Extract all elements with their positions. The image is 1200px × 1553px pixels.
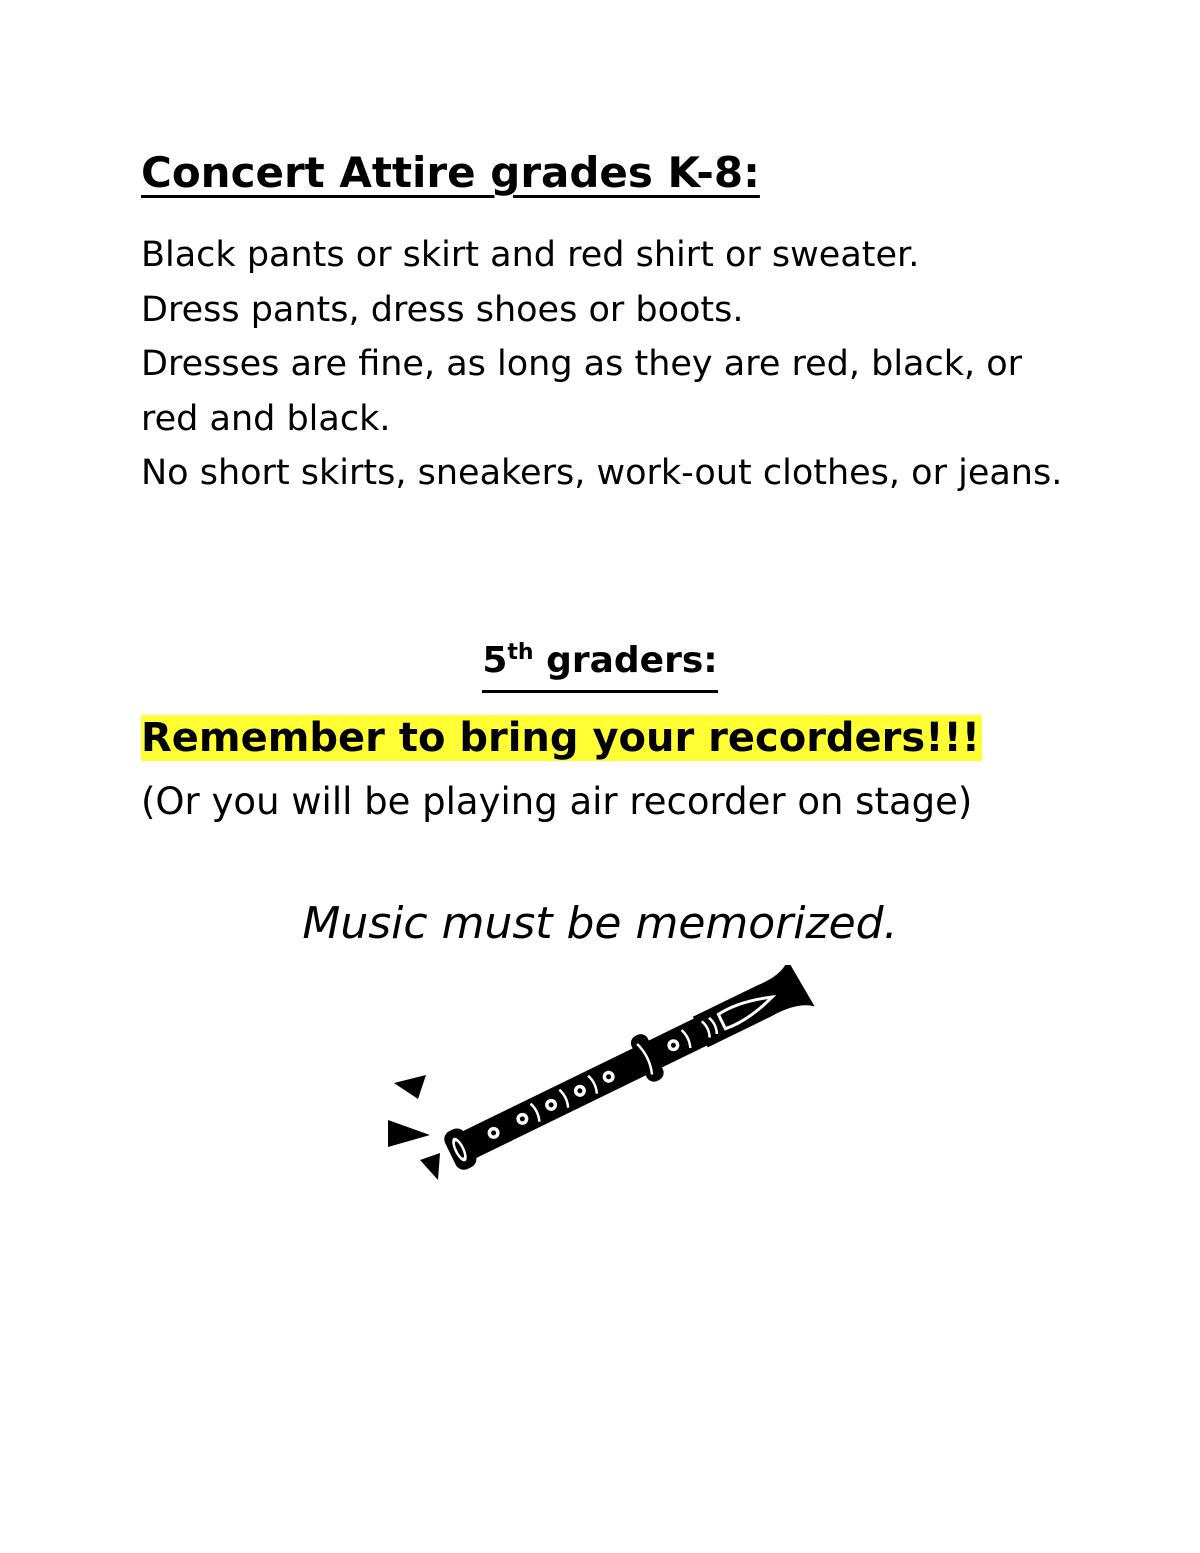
attire-rule-line: red and black. [141, 398, 391, 439]
sound-burst-mark [394, 1075, 426, 1099]
fifth-graders-heading [0, 634, 1200, 693]
memorize-note: Music must be memorized. [302, 898, 898, 949]
attire-rules-list [141, 228, 1141, 501]
air-recorder-note: (Or you will be playing air recorder on stage) [141, 780, 973, 823]
attire-heading: Concert Attire grades K-8: [141, 148, 760, 197]
heading-rest: graders: [533, 640, 718, 681]
heading-ordinal: th [507, 640, 534, 665]
recorder-reminder [141, 706, 982, 770]
fifth-graders-heading-text [482, 634, 717, 693]
attire-rule-line: Dresses are fine, as long as they are red, black, or [141, 344, 1023, 384]
heading-number: 5 [482, 640, 508, 681]
attire-rule-line: Black pants or skirt and red shirt or sweater. [141, 235, 920, 275]
recorder-head [688, 965, 814, 1056]
sound-burst-mark [420, 1153, 440, 1180]
attire-rule-line: No short skirts, sneakers, work-out clothes, or jeans. [141, 453, 1063, 493]
sound-burst-mark [388, 1120, 430, 1147]
recorder-icon [380, 965, 820, 1190]
reminder-highlight: Remember to bring your recorders!!! [141, 715, 980, 761]
attire-rule-line: Dress pants, dress shoes or boots. [141, 289, 744, 330]
